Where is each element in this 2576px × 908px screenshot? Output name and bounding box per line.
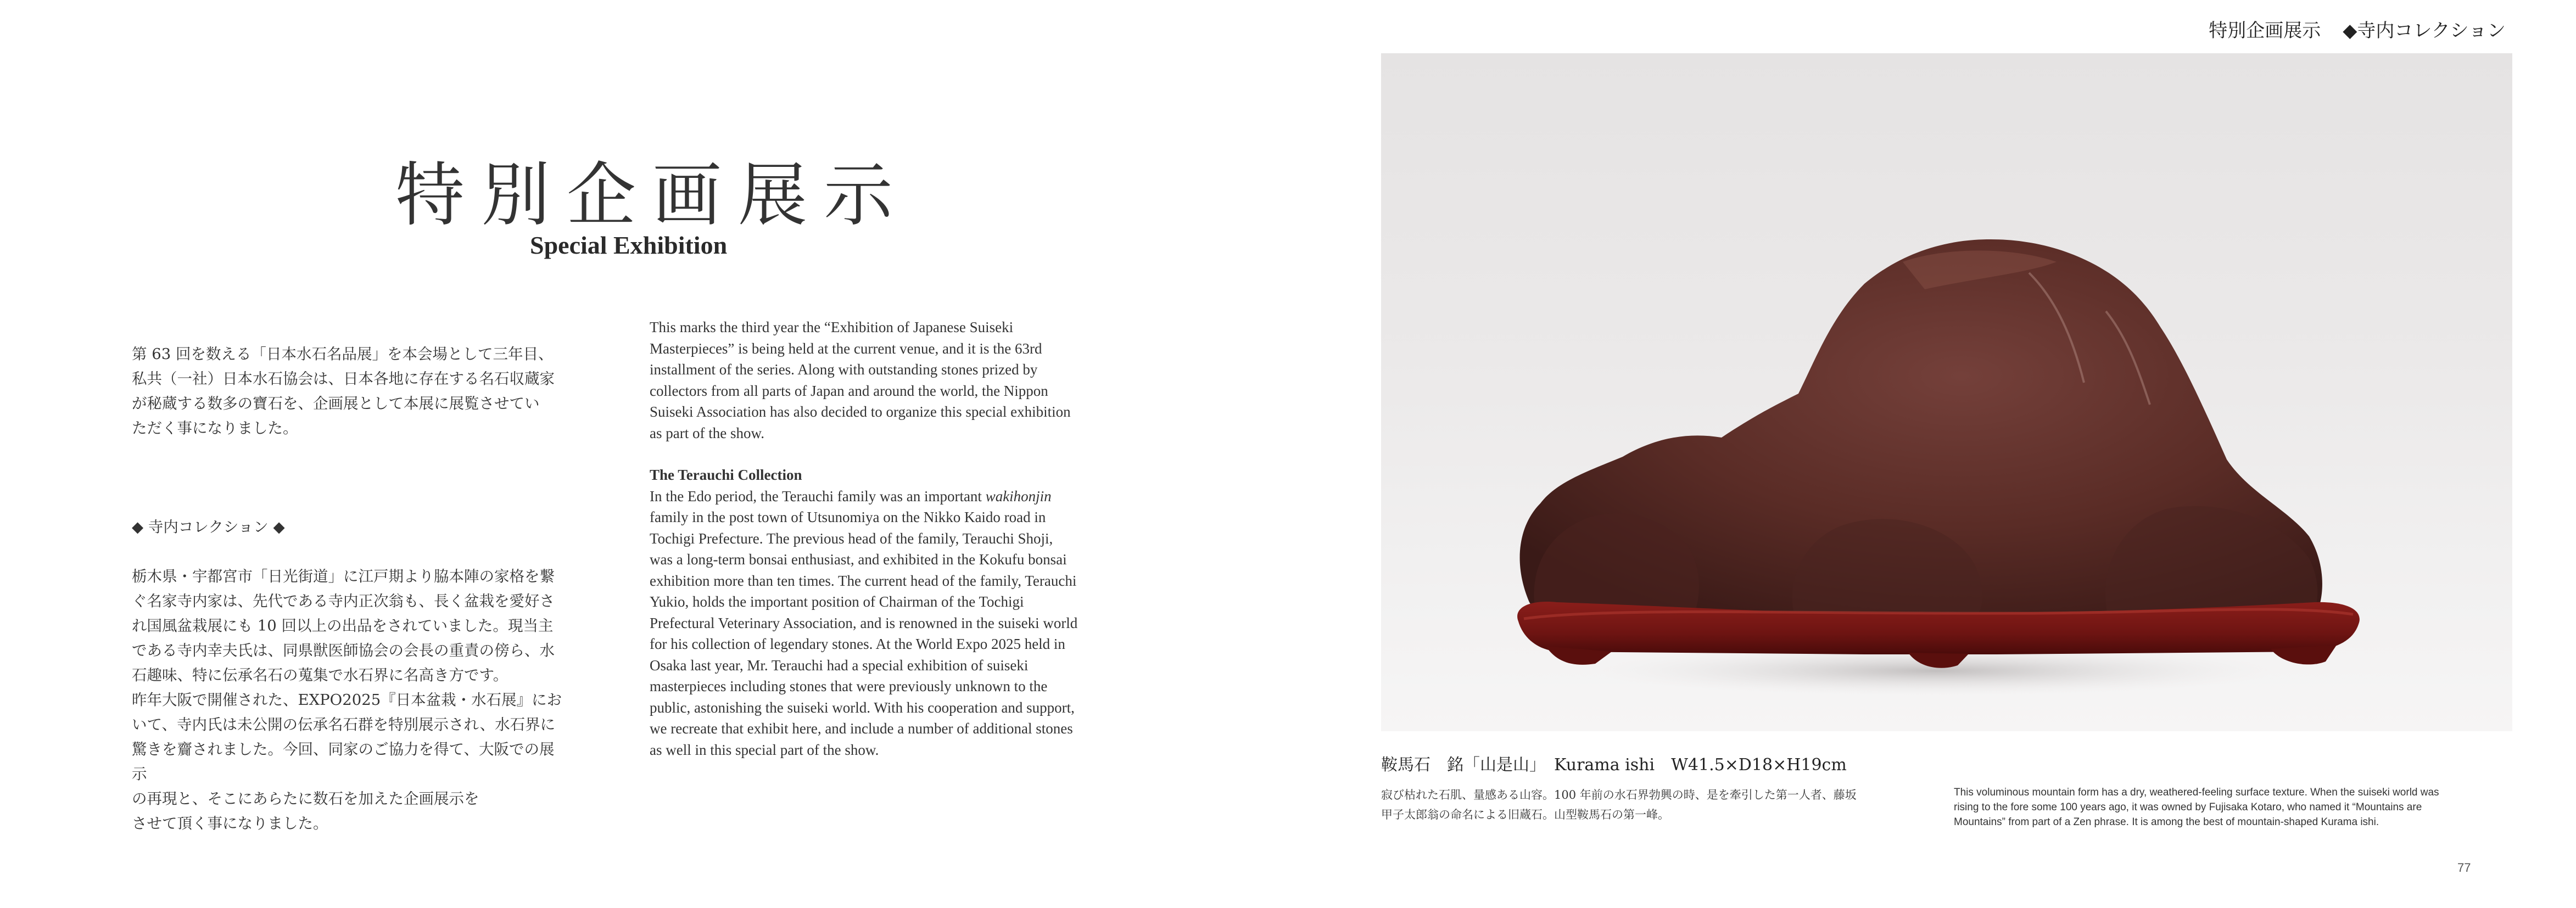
stone-description-english: This voluminous mountain form has a dry, weathered-feeling surface texture. When the suiseki world was rising to the fore some 100 years ago, it was owned by Fujisaka Kotaro, who named it “Mountains are Mountains” from part of a Zen phrase. It is among the best of mountain-shaped Kurama ishi. [1954, 787, 2439, 828]
english-body-paragraph [650, 486, 1133, 761]
suiseki-stone-photo [1381, 53, 2512, 731]
page-title-english: Special Exhibition [530, 231, 728, 259]
english-intro-paragraph: This marks the third year the “Exhibition of Japanese Suiseki Masterpieces” is being held at the current venue, and it is the 63rd installment of the series. Along with outstanding stones prized by collectors from all parts of Japan and around the world, the Nippon Suiseki Association has also decided to organize this special exhibition as part of the show. [650, 319, 1071, 441]
english-text-column [650, 317, 1133, 760]
english-body-italic-term: wakihonjin [985, 487, 1052, 505]
running-header-subtitle: ◆寺内コレクション [2343, 20, 2506, 42]
running-header [2209, 15, 2506, 42]
english-body-part-1: In the Edo period, the Terauchi family was an important [650, 487, 986, 505]
japanese-section-heading: ◆ 寺内コレクション ◆ [132, 518, 285, 536]
english-body-part-2: family in the post town of Utsunomiya on the Nikko Kaido road in Tochigi Prefecture. The previous head of the family, Terauchi Shoji, was a long-term bonsai enthusiast, and exhibited in the Kokufu bonsai exhibition more than ten times. The current head of the family, Terauchi Yukio, holds the important position of Chairman of the Tochigi Prefectural Veterinary Association, and is renowned in the suiseki world for his collection of legendary stones. At the World Expo 2025 held in Osaka last year, Mr. Terauchi had a special exhibition of suiseki masterpieces including stones that were previously unknown to the public, astonishing the suiseki world. With his cooperation and support, we recreate that exhibit here, and include a number of additional stones as well in this special part of the show. [650, 509, 1078, 758]
page-title-japanese: 特別企画展示 [395, 155, 909, 236]
page-number: 77 [2457, 861, 2471, 875]
stone-illustration [1381, 53, 2512, 731]
english-section-heading: The Terauchi Collection [650, 467, 802, 483]
japanese-intro-paragraph: 第 63 回を数える「日本水石名品展」を本会場として三年目、 私共（一社）日本水石協会は、日本各地に存在する名石収蔵家 が秘蔵する数多の寶石を、企画展として本展に展覧させてい ただく事になりました。 [132, 345, 555, 437]
japanese-body-paragraph: 栃木県・宇都宮市「日光街道」に江戸期より脇本陣の家格を繋 ぐ名家寺内家は、先代である寺内正次翁も、長く盆栽を愛好さ れ国風盆栽展にも 10 回以上の出品をされていました。現当主 である寺内幸夫氏は、同県獣医師協会の会長の重責の傍ら、水 石趣味、特に伝承名石の蒐集で水石界に名高き方です。 昨年大阪で開催された、EXPO2025『日本盆栽・水石展』にお いて、寺内氏は未公開の伝承名石群を特別展示され、水石界に 驚きを齎されました。今回、同家のご協力を得て、大阪での展示 の再現と、そこにあらたに数石を加えた企画展示を させて頂く事になりました。 [132, 568, 562, 832]
stone-description-japanese: 寂び枯れた石肌、量感ある山容。100 年前の水石界勃興の時、是を牽引した第一人者、藤坂 甲子太郎翁の命名による旧蔵石。山型鞍馬石の第一峰。 [1381, 788, 1857, 821]
stone-caption: 鞍馬石 銘「山是山」 Kurama ishi W41.5×D18×H19cm [1381, 755, 1847, 775]
running-header-title: 特別企画展示 [2209, 20, 2321, 42]
japanese-text-column [132, 317, 568, 861]
